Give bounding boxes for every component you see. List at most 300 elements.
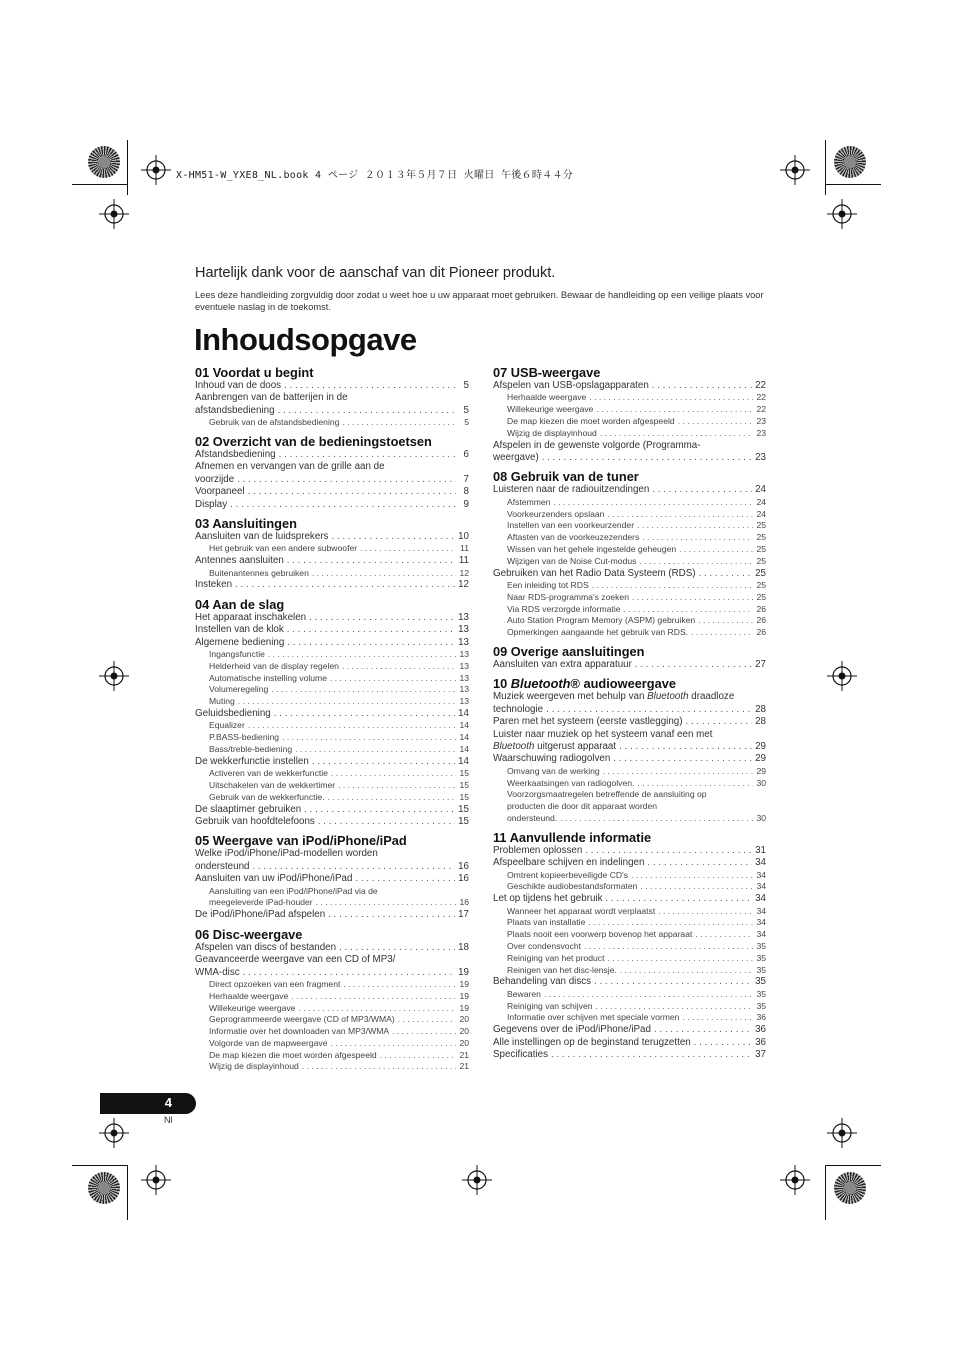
toc-entry-title: Uitschakelen van de wekkertimer: [209, 780, 336, 791]
toc-leader: [268, 649, 456, 661]
toc-entry[interactable]: [195, 873, 469, 885]
toc-subentry[interactable]: [195, 1050, 469, 1062]
toc-entry[interactable]: [195, 579, 469, 591]
toc-entry-title: Afstemmen: [507, 496, 551, 507]
toc-entry-title: Automatische instelling volume: [209, 672, 327, 683]
toc-entry-title: Reinigen van het disc-lensje.: [507, 964, 617, 975]
toc-leader: [282, 732, 456, 744]
toc-entry[interactable]: [493, 716, 766, 728]
toc-page: 25: [756, 544, 766, 554]
crop-mark-top-right-h: [826, 184, 881, 185]
toc-entry-title: Waarschuwing radiogolven: [493, 753, 611, 765]
toc-subentry[interactable]: [493, 813, 766, 825]
toc-subentry[interactable]: [493, 1001, 766, 1013]
toc-entry[interactable]: [195, 637, 469, 649]
toc-subentry[interactable]: [493, 615, 766, 627]
toc-subentry[interactable]: [493, 580, 766, 592]
toc-subentry[interactable]: [195, 780, 469, 792]
toc-leader: [605, 893, 752, 905]
registration-mark-icon: [780, 155, 810, 185]
toc-entry-title: Aftasten van de voorkeuzezenders: [507, 532, 640, 543]
toc-leader: [658, 906, 753, 918]
toc-leader: [544, 989, 753, 1001]
toc-subentry[interactable]: [195, 696, 469, 708]
toc-entry-title: De slaaptimer gebruiken: [195, 803, 302, 815]
bluetooth-term: Bluetooth: [510, 676, 571, 692]
toc-page: 22: [756, 404, 766, 415]
toc-page: 37: [755, 1049, 766, 1061]
toc-leader: [585, 845, 752, 857]
toc-subentry[interactable]: [195, 661, 469, 673]
toc-leader: [238, 696, 456, 708]
registration-wheel-icon: [88, 1172, 120, 1204]
toc-subentry[interactable]: [195, 1061, 469, 1073]
crop-mark-top-left-v: [127, 140, 128, 195]
toc-entry[interactable]: [493, 741, 766, 753]
toc-leader: [342, 661, 456, 673]
toc-entry[interactable]: [195, 861, 469, 873]
crop-mark-bottom-left-v: [127, 1165, 128, 1220]
toc-entry-title: Gebruik van hoofdtelefoons: [195, 816, 315, 828]
toc-subentry[interactable]: [493, 544, 766, 556]
toc-page: 14: [459, 744, 469, 755]
toc-subentry[interactable]: [195, 897, 469, 909]
toc-entry-title: Behandeling van discs: [493, 976, 592, 988]
toc-leader: [596, 1001, 753, 1013]
toc-subentry[interactable]: [493, 929, 766, 941]
toc-leader: [331, 768, 456, 780]
toc-subentry[interactable]: [493, 989, 766, 1001]
toc-page: 19: [459, 990, 469, 1001]
toc-subentry[interactable]: [493, 627, 766, 639]
toc-entry-title: Problemen oplossen: [493, 844, 583, 856]
toc-leader: [654, 1024, 752, 1036]
toc-entry-title: Willekeurige weergave: [209, 1002, 296, 1013]
toc-entry[interactable]: [493, 1037, 766, 1049]
toc-leader: [600, 428, 753, 440]
toc-leader: [686, 716, 753, 728]
toc-leader: [392, 1026, 456, 1038]
toc-leader: [682, 1012, 753, 1024]
toc-entry-title: voorzijde: [195, 473, 235, 485]
toc-leader: [339, 942, 455, 954]
toc-page: 15: [458, 803, 469, 815]
toc-entry-title: Luisteren naar de radiouitzendingen: [493, 484, 650, 496]
toc-entry-line: producten die door dit apparaat worden: [507, 801, 658, 812]
toc-leader: [330, 673, 456, 685]
print-job-header: X-HM51-W_YXE8_NL.book 4 ページ ２０１３年５月７日 火曜日 午後６時４４分: [176, 170, 574, 181]
toc-page: 35: [756, 964, 766, 975]
toc-page: 22: [756, 392, 766, 403]
intro-title: Hartelijk dank voor de aanschaf van dit Pioneer produkt.: [195, 265, 556, 281]
registration-mark-icon: [99, 661, 129, 691]
crop-mark-bottom-right-h: [826, 1165, 881, 1166]
toc-entry[interactable]: [493, 976, 766, 988]
registration-mark-icon: [827, 661, 857, 691]
toc-leader: [331, 531, 455, 543]
toc-leader: [647, 857, 752, 869]
toc-subentry[interactable]: [195, 744, 469, 756]
toc-leader: [328, 792, 456, 804]
toc-subentry[interactable]: [493, 428, 766, 440]
toc-entry-title: Helderheid van de display regelen: [209, 660, 339, 671]
toc-page: 15: [459, 791, 469, 802]
page-number-badge: [100, 1093, 196, 1114]
toc-page: 7: [463, 473, 469, 485]
toc-entry[interactable]: [493, 753, 766, 765]
toc-subentry[interactable]: [195, 720, 469, 732]
toc-entry[interactable]: [195, 405, 469, 417]
toc-entry-title: Antennes aansluiten: [195, 555, 284, 567]
toc-entry-title: P.BASS-bediening: [209, 732, 280, 743]
toc-page: 25: [756, 555, 766, 566]
toc-leader: [584, 941, 753, 953]
toc-entry[interactable]: [493, 659, 766, 671]
toc-page: 20: [459, 1037, 469, 1048]
toc-entry-title: Alle instellingen op de beginstand terugzetten: [493, 1036, 691, 1048]
toc-subentry[interactable]: [493, 870, 766, 882]
toc-page: 8: [463, 486, 469, 498]
toc-entry[interactable]: [493, 893, 766, 905]
toc-page: 14: [459, 732, 469, 743]
toc-leader: [678, 416, 753, 428]
toc-section-title: 02 Overzicht van de bedieningstoetsen: [195, 434, 432, 450]
toc-subentry[interactable]: [493, 532, 766, 544]
crop-mark-top-left-h: [72, 184, 127, 185]
toc-subentry[interactable]: [195, 649, 469, 661]
toc-page: 14: [458, 708, 469, 720]
toc-entry-title: Geschikte audiobestandsformaten: [507, 881, 638, 892]
toc-page: 25: [756, 591, 766, 602]
toc-entry-title: De map kiezen die moet worden afgespeeld: [209, 1049, 377, 1060]
toc-entry[interactable]: [195, 909, 469, 921]
toc-leader: [287, 555, 456, 567]
toc-entry-title: Herhaalde weergave: [209, 990, 289, 1001]
toc-leader: [312, 568, 456, 580]
toc-page: 12: [459, 567, 469, 578]
toc-entry[interactable]: [195, 708, 469, 720]
toc-leader: [343, 979, 456, 991]
registration-mark-icon: [99, 1118, 129, 1148]
toc-leader: [279, 449, 456, 461]
toc-entry-title: Bass/treble-bediening: [209, 744, 293, 755]
toc-section-title: [493, 676, 766, 691]
toc-leader: [652, 380, 752, 392]
toc-subentry[interactable]: [493, 416, 766, 428]
toc-entry[interactable]: [195, 756, 469, 768]
toc-subentry[interactable]: [493, 520, 766, 532]
toc-entry[interactable]: [195, 474, 469, 486]
toc-entry[interactable]: [195, 531, 469, 543]
toc-entry-title: Wijzig de displayinhoud: [507, 427, 597, 438]
toc-leader: [342, 417, 456, 429]
toc-subentry[interactable]: [493, 509, 766, 521]
toc-entry-title: Afspelen van discs of bestanden: [195, 941, 337, 953]
registration-mark-icon: [141, 155, 171, 185]
toc-subentry[interactable]: [493, 917, 766, 929]
crop-mark-bottom-right-v: [825, 1165, 826, 1220]
toc-leader: [698, 615, 753, 627]
toc-subentry[interactable]: [195, 673, 469, 685]
toc-subentry[interactable]: [195, 991, 469, 1003]
toc-entry-title: Geprogrammeerde weergave (CD of MP3/WMA): [209, 1014, 395, 1025]
toc-page: 13: [458, 636, 469, 648]
toc-subentry[interactable]: [493, 953, 766, 965]
toc-subentry[interactable]: [195, 1014, 469, 1026]
toc-entry-title: Instellen van de klok: [195, 624, 284, 636]
line-text: Muziek weergeven met behulp van: [493, 691, 648, 703]
toc-entry-title: De wekkerfunctie instellen: [195, 755, 309, 767]
toc-entry-title: Een inleiding tot RDS: [507, 580, 589, 590]
toc-subentry[interactable]: [195, 1038, 469, 1050]
toc-entry[interactable]: [493, 380, 766, 392]
toc-page: 35: [756, 941, 766, 952]
toc-leader: [338, 780, 456, 792]
toc-entry-title: Paren met het systeem (eerste vastlegging): [493, 716, 683, 728]
toc-leader: [546, 704, 752, 716]
toc-page: 18: [458, 941, 469, 953]
toc-entry-title: Buitenantennes gebruiken: [209, 567, 309, 578]
toc-entry-title: Het gebruik van een andere subwoofer: [209, 543, 358, 554]
toc-page: 24: [756, 496, 766, 507]
toc-page: 19: [459, 1002, 469, 1013]
toc-page: 25: [756, 532, 766, 543]
toc-subentry[interactable]: [493, 965, 766, 977]
toc-entry-title: Wijzigen van de Noise Cut-modus: [507, 555, 637, 566]
registration-wheel-icon: [834, 1172, 866, 1204]
toc-subentry[interactable]: [493, 404, 766, 416]
registration-mark-icon: [99, 199, 129, 229]
toc-page: 35: [756, 1000, 766, 1011]
toc-entry-title: Volumeregeling: [209, 684, 269, 695]
registration-mark-icon: [141, 1165, 171, 1195]
toc-leader: [330, 1038, 456, 1050]
toc-page: 29: [755, 753, 766, 765]
toc-subentry[interactable]: [493, 766, 766, 778]
toc-entry[interactable]: [493, 484, 766, 496]
toc-page: 34: [756, 917, 766, 928]
toc-section-title: 11 Aanvullende informatie: [493, 829, 652, 845]
toc-entry-title: Auto Station Program Memory (ASPM) gebruiken: [507, 615, 696, 626]
page-title: Inhoudsopgave: [194, 322, 417, 357]
toc-entry-title: Equalizer: [209, 720, 245, 731]
toc-leader: [287, 624, 455, 636]
toc-page: 28: [755, 703, 766, 715]
toc-entry-title: Activeren van de wekkerfunctie: [209, 768, 328, 779]
toc-subentry[interactable]: [493, 556, 766, 568]
toc-leader: [230, 499, 456, 511]
toc-subentry[interactable]: [195, 417, 469, 429]
toc-page: 5: [463, 380, 469, 391]
toc-section-title: 07 USB-weergave: [493, 365, 601, 380]
registration-mark-icon: [462, 1165, 492, 1195]
toc-entry-title: Omvang van de werking: [507, 765, 600, 776]
toc-page: 11: [458, 555, 469, 567]
toc-entry-title: Omtrent kopieerbeveiligde CD's: [507, 869, 629, 880]
toc-leader: [312, 756, 455, 768]
toc-page: 26: [756, 603, 766, 614]
toc-subentry[interactable]: [195, 979, 469, 991]
toc-entry[interactable]: [195, 804, 469, 816]
toc-entry-line: Afnemen en vervangen van de grille aan de: [195, 461, 385, 473]
toc-page: 34: [756, 929, 766, 940]
toc-entry-line: Geavanceerde weergave van een CD of MP3/: [195, 954, 396, 966]
toc-leader: [594, 976, 752, 988]
toc-page: 21: [459, 1049, 469, 1060]
toc-entry-title: Gebruiken van het Radio Data Systeem (RDS): [493, 567, 696, 579]
language-code: Nl: [164, 1115, 173, 1125]
toc-leader: [291, 991, 456, 1003]
toc-subentry[interactable]: [493, 881, 766, 893]
toc-page: 26: [756, 615, 766, 626]
toc-entry[interactable]: [493, 857, 766, 869]
toc-subentry[interactable]: [195, 768, 469, 780]
toc-page: 36: [756, 1012, 766, 1023]
toc-leader: [248, 486, 456, 498]
toc-subentry[interactable]: [195, 1026, 469, 1038]
toc-entry-title: Via RDS verzorgde informatie: [507, 603, 621, 614]
toc-subentry[interactable]: [195, 568, 469, 580]
toc-page: 13: [459, 649, 469, 660]
toc-entry[interactable]: [195, 555, 469, 567]
toc-subentry[interactable]: [195, 732, 469, 744]
toc-leader: [624, 604, 753, 616]
toc-leader: [589, 392, 753, 404]
toc-leader: [398, 1014, 456, 1026]
toc-page: 20: [459, 1026, 469, 1037]
toc-entry[interactable]: [195, 612, 469, 624]
registration-mark-icon: [827, 1118, 857, 1148]
toc-subentry[interactable]: [493, 906, 766, 918]
toc-subentry[interactable]: [493, 1012, 766, 1024]
section-number: 10: [493, 676, 511, 692]
crop-mark-top-right-v: [825, 140, 826, 195]
toc-page: 35: [755, 976, 766, 988]
toc-entry[interactable]: [195, 449, 469, 461]
toc-page: 5: [463, 404, 469, 416]
toc-leader: [271, 684, 456, 696]
toc-leader: [560, 813, 753, 825]
toc-leader: [252, 861, 455, 873]
toc-entry-title: meegeleverde iPad-houder: [209, 897, 313, 908]
registration-mark-icon: [780, 1165, 810, 1195]
toc-entry-title: Bewaren: [507, 988, 541, 999]
toc-page: 34: [756, 869, 766, 880]
toc-leader: [298, 1003, 456, 1015]
toc-entry-title: Informatie over het downloaden van MP3/WMA: [209, 1026, 390, 1037]
toc-leader: [274, 708, 455, 720]
toc-entry-title: Gebruik van de wekkerfunctie.: [209, 791, 325, 802]
toc-subentry[interactable]: [493, 592, 766, 604]
toc-page: 23: [756, 427, 766, 438]
toc-page: 25: [756, 520, 766, 531]
toc-subentry[interactable]: [195, 792, 469, 804]
toc-page: 29: [755, 741, 766, 753]
toc-page: 13: [458, 624, 469, 636]
toc-entry[interactable]: [493, 452, 766, 464]
toc-left-column: [195, 365, 469, 1073]
toc-entry-title: Wanneer het apparaat wordt verplaatst: [507, 905, 656, 916]
toc-leader: [607, 953, 753, 965]
toc-leader: [304, 804, 455, 816]
toc-page: 13: [459, 660, 469, 671]
toc-page: 22: [755, 380, 766, 391]
registration-mark-icon: [827, 199, 857, 229]
toc-entry[interactable]: [493, 568, 766, 580]
toc-section-title: 05 Weergave van iPod/iPhone/iPad: [195, 833, 407, 849]
toc-leader: [235, 579, 455, 591]
toc-section-title: 04 Aan de slag: [195, 596, 285, 612]
toc-page: 11: [460, 543, 469, 554]
toc-page: 20: [459, 1014, 469, 1025]
toc-page: 35: [756, 988, 766, 999]
toc-entry-title: Weerkaatsingen van radiogolven.: [507, 777, 635, 788]
toc-entry[interactable]: [493, 1049, 766, 1061]
bluetooth-term: Bluetooth: [647, 691, 689, 703]
toc-entry-title: Inhoud van de doos: [195, 380, 282, 391]
toc-leader: [309, 612, 455, 624]
toc-entry[interactable]: [195, 816, 469, 828]
toc-page: 25: [755, 567, 766, 579]
toc-leader: [328, 909, 455, 921]
toc-leader: [679, 544, 753, 556]
toc-entry[interactable]: [195, 486, 469, 498]
toc-entry-title: Aansluiten van de luidsprekers: [195, 531, 329, 543]
toc-entry-title: De iPod/iPhone/iPad afspelen: [195, 909, 326, 921]
toc-subentry[interactable]: [195, 1003, 469, 1015]
toc-entry[interactable]: [195, 942, 469, 954]
toc-page: 5: [464, 417, 469, 428]
toc-section-title: 01 Voordat u begint: [195, 365, 314, 380]
toc-page: 36: [755, 1036, 766, 1048]
toc-subentry[interactable]: [493, 778, 766, 790]
toc-subentry[interactable]: [493, 392, 766, 404]
toc-leader: [284, 380, 456, 392]
toc-page: 14: [459, 720, 469, 731]
toc-page: 24: [756, 508, 766, 519]
toc-subentry[interactable]: [195, 543, 469, 555]
toc-section-title: 03 Aansluitingen: [195, 516, 297, 532]
toc-subentry[interactable]: [493, 497, 766, 509]
toc-leader: [302, 1061, 456, 1073]
toc-page: 25: [756, 580, 766, 590]
toc-page: 17: [458, 909, 469, 921]
toc-entry[interactable]: [493, 704, 766, 716]
toc-entry[interactable]: [195, 967, 469, 979]
bluetooth-term: Bluetooth: [493, 741, 535, 753]
toc-entry-title: [493, 741, 616, 753]
toc-page: 24: [755, 484, 766, 496]
toc-subentry[interactable]: [493, 604, 766, 616]
toc-entry-title: Algemene bediening: [195, 636, 285, 648]
toc-subentry[interactable]: [195, 684, 469, 696]
toc-entry[interactable]: [493, 845, 766, 857]
toc-entry[interactable]: [195, 380, 469, 392]
toc-entry-title: Voorpaneel: [195, 486, 245, 498]
toc-leader: [635, 659, 752, 671]
toc-entry[interactable]: [195, 499, 469, 511]
toc-entry-title: Geluidsbediening: [195, 708, 271, 720]
toc-entry[interactable]: [493, 1024, 766, 1036]
toc-entry[interactable]: [195, 624, 469, 636]
toc-leader: [588, 917, 753, 929]
toc-section-title: 08 Gebruik van de tuner: [493, 469, 639, 485]
toc-entry-title: Instellen van een voorkeurzender: [507, 520, 635, 531]
toc-subentry[interactable]: [493, 941, 766, 953]
toc-entry-title: Willekeurige weergave: [507, 404, 594, 415]
toc-leader: [652, 484, 752, 496]
toc-page: 16: [458, 860, 469, 872]
